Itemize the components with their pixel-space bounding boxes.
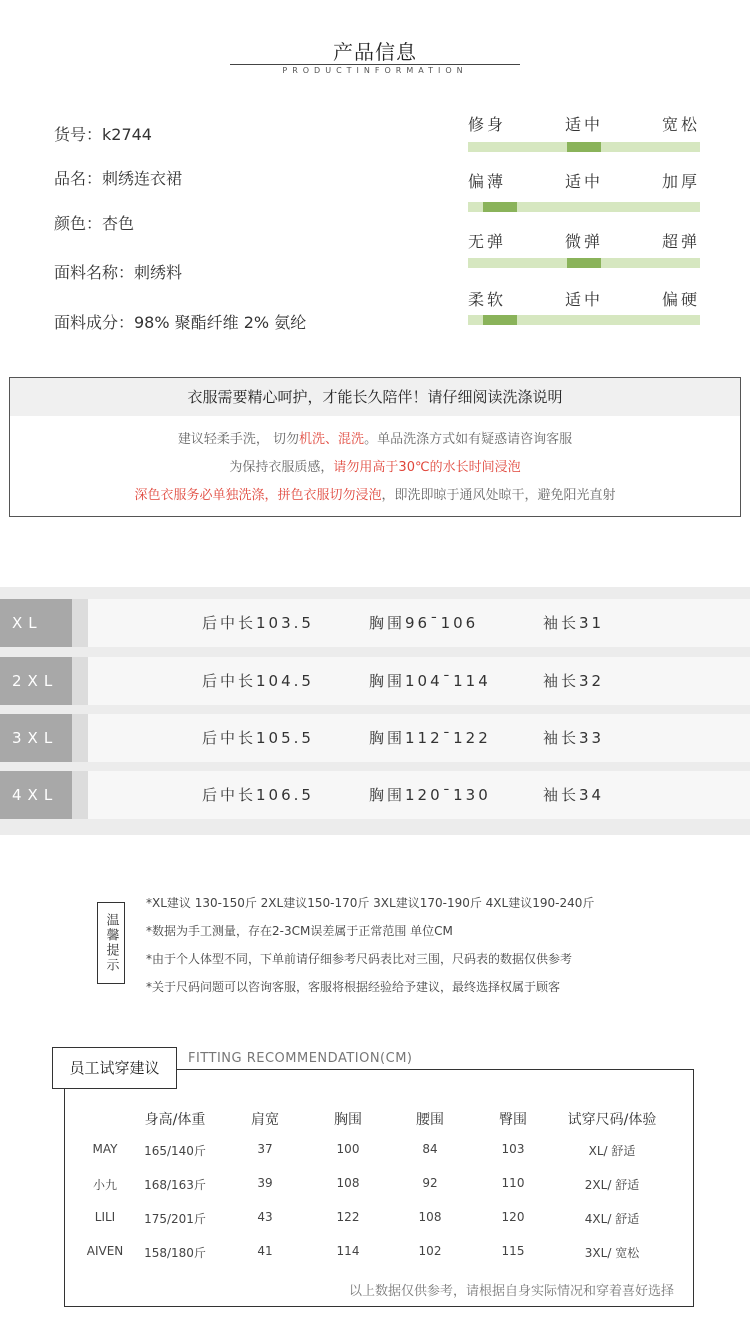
page-title: 产品信息 xyxy=(333,40,417,64)
table-cell: 41 xyxy=(257,1244,273,1258)
size-row xyxy=(0,599,750,647)
product-name: 品名：刺绣连衣裙 xyxy=(54,169,183,188)
tester-name: LILI xyxy=(94,1210,116,1224)
table-cell: 100 xyxy=(336,1142,360,1156)
scale-label-right: 偏硬 xyxy=(661,290,700,309)
column-header: 试穿尺码/体验 xyxy=(567,1112,657,1128)
scale-label-mid: 适中 xyxy=(564,290,603,309)
tip-line: *由于个人体型不同，下单前请仔细参考尺码表比对三围，尺码表的数据仅供参考 xyxy=(146,952,573,966)
table-cell: 175/201斤 xyxy=(144,1212,206,1226)
column-header: 腰围 xyxy=(416,1112,444,1128)
scale-label-left: 修身 xyxy=(468,115,507,134)
tester-name: MAY xyxy=(92,1142,118,1156)
chest: 胸围104ˉ114 xyxy=(369,672,491,690)
table-cell: 39 xyxy=(257,1176,273,1190)
page-subtitle: PRODUCTINFORMATION xyxy=(282,66,468,75)
scale-label-left: 无弹 xyxy=(468,232,507,251)
fit-scale-labels xyxy=(468,112,700,135)
table-cell: 122 xyxy=(336,1210,360,1224)
size-tag: 2XL xyxy=(0,657,72,705)
fitting-title-en: FITTING RECOMMENDATION(CM) xyxy=(188,1051,413,1066)
table-cell: 165/140斤 xyxy=(144,1144,206,1158)
size-tag: 4XL xyxy=(0,771,72,819)
table-cell: 110 xyxy=(501,1176,525,1190)
scale-label-left: 柔软 xyxy=(468,290,507,309)
item-number: 货号：k2744 xyxy=(54,125,152,144)
scale-label-left: 偏薄 xyxy=(468,172,507,191)
fitting-title: 员工试穿建议 xyxy=(52,1047,177,1089)
size-row xyxy=(0,657,750,705)
scale-label-mid: 适中 xyxy=(564,115,603,134)
table-cell: 3XL/ 宽松 xyxy=(584,1246,640,1260)
back-length: 后中长106.5 xyxy=(202,786,314,804)
column-header: 肩宽 xyxy=(251,1112,279,1128)
table-cell: 168/163斤 xyxy=(144,1178,206,1192)
back-length: 后中长104.5 xyxy=(202,672,314,690)
care-text: ，即洗即晾于通风处晾干，避免阳光直射 xyxy=(381,488,616,503)
elasticity-scale-marker xyxy=(567,258,601,268)
size-chart xyxy=(0,587,750,835)
table-cell: 92 xyxy=(422,1176,438,1190)
fit-scale-bar xyxy=(468,142,700,152)
elasticity-scale-labels xyxy=(468,229,700,252)
softness-scale-bar xyxy=(468,315,700,325)
care-line-1 xyxy=(10,428,740,447)
table-cell: 102 xyxy=(418,1244,442,1258)
care-warning: 深色衣服务必单独洗涤，拼色衣服切勿浸泡 xyxy=(134,488,382,503)
table-cell: XL/ 舒适 xyxy=(588,1144,636,1158)
thickness-scale-bar xyxy=(468,202,700,212)
scale-label-right: 宽松 xyxy=(661,115,700,134)
fabric-name: 面料名称：刺绣料 xyxy=(54,263,183,282)
chest: 胸围112ˉ122 xyxy=(369,729,491,747)
sleeve: 袖长33 xyxy=(543,729,605,747)
fitting-note: 以上数据仅供参考，请根据自身实际情况和穿着喜好选择 xyxy=(348,1284,674,1299)
table-cell: 103 xyxy=(501,1142,525,1156)
table-cell: 37 xyxy=(257,1142,273,1156)
sleeve: 袖长34 xyxy=(543,786,605,804)
table-cell: 2XL/ 舒适 xyxy=(584,1178,640,1192)
tips-label-text: 温馨提示 xyxy=(103,913,119,973)
chest: 胸围120ˉ130 xyxy=(369,786,491,804)
scale-label-mid: 适中 xyxy=(564,172,603,191)
care-text: 建议轻柔手洗， 切勿 xyxy=(177,432,300,447)
tips-label xyxy=(97,902,125,984)
care-text: 为保持衣服质感， xyxy=(229,460,334,475)
size-row xyxy=(0,714,750,762)
table-cell: 4XL/ 舒适 xyxy=(584,1212,640,1226)
elasticity-scale-bar xyxy=(468,258,700,268)
table-cell: 108 xyxy=(336,1176,360,1190)
tip-line: *数据为手工测量，存在2-3CM误差属于正常范围 单位CM xyxy=(146,924,453,938)
softness-scale-marker xyxy=(483,315,517,325)
care-instructions-box xyxy=(9,377,741,517)
chest: 胸围96ˉ106 xyxy=(369,614,479,632)
size-row xyxy=(0,771,750,819)
scale-label-right: 超弹 xyxy=(661,232,700,251)
care-heading: 衣服需要精心呵护，才能长久陪伴！请仔细阅读洗涤说明 xyxy=(10,378,740,416)
size-tag: XL xyxy=(0,599,72,647)
table-cell: 120 xyxy=(501,1210,525,1224)
product-color: 颜色：杏色 xyxy=(54,214,135,233)
table-cell: 43 xyxy=(257,1210,273,1224)
size-tag-edge xyxy=(72,599,88,647)
table-cell: 115 xyxy=(501,1244,525,1258)
fabric-composition: 面料成分：98% 聚酯纤维 2% 氨纶 xyxy=(54,313,307,332)
tip-line: *XL建议 130-150斤 2XL建议150-170斤 3XL建议170-190斤 4XL建议190-240斤 xyxy=(146,896,595,910)
scale-label-right: 加厚 xyxy=(661,172,700,191)
sleeve: 袖长31 xyxy=(543,614,605,632)
fit-scale-marker xyxy=(567,142,601,152)
table-cell: 108 xyxy=(418,1210,442,1224)
column-header: 胸围 xyxy=(334,1112,362,1128)
care-warning: 机洗、混洗 xyxy=(299,432,365,447)
sleeve: 袖长32 xyxy=(543,672,605,690)
column-header: 臀围 xyxy=(499,1112,527,1128)
size-tag-edge xyxy=(72,714,88,762)
softness-scale-labels xyxy=(468,287,700,310)
thickness-scale-labels xyxy=(468,169,700,192)
back-length: 后中长105.5 xyxy=(202,729,314,747)
back-length: 后中长103.5 xyxy=(202,614,314,632)
title-divider xyxy=(230,64,520,65)
size-tag-edge xyxy=(72,657,88,705)
size-tag: 3XL xyxy=(0,714,72,762)
scale-label-mid: 微弹 xyxy=(564,232,603,251)
table-cell: 114 xyxy=(336,1244,360,1258)
tester-name: 小九 xyxy=(92,1178,117,1192)
tip-line: *关于尺码问题可以咨询客服，客服将根据经验给予建议，最终选择权属于顾客 xyxy=(146,980,561,994)
care-line-2 xyxy=(10,456,740,475)
table-cell: 158/180斤 xyxy=(144,1246,206,1260)
care-warning: 请勿用高于30℃的水长时间浸泡 xyxy=(333,460,521,475)
table-cell: 84 xyxy=(422,1142,438,1156)
care-text: 。单品洗涤方式如有疑惑请咨询客服 xyxy=(364,432,573,447)
size-tag-edge xyxy=(72,771,88,819)
column-header: 身高/体重 xyxy=(144,1112,206,1128)
tester-name: AIVEN xyxy=(86,1244,124,1258)
care-line-3 xyxy=(10,484,740,503)
thickness-scale-marker xyxy=(483,202,517,212)
